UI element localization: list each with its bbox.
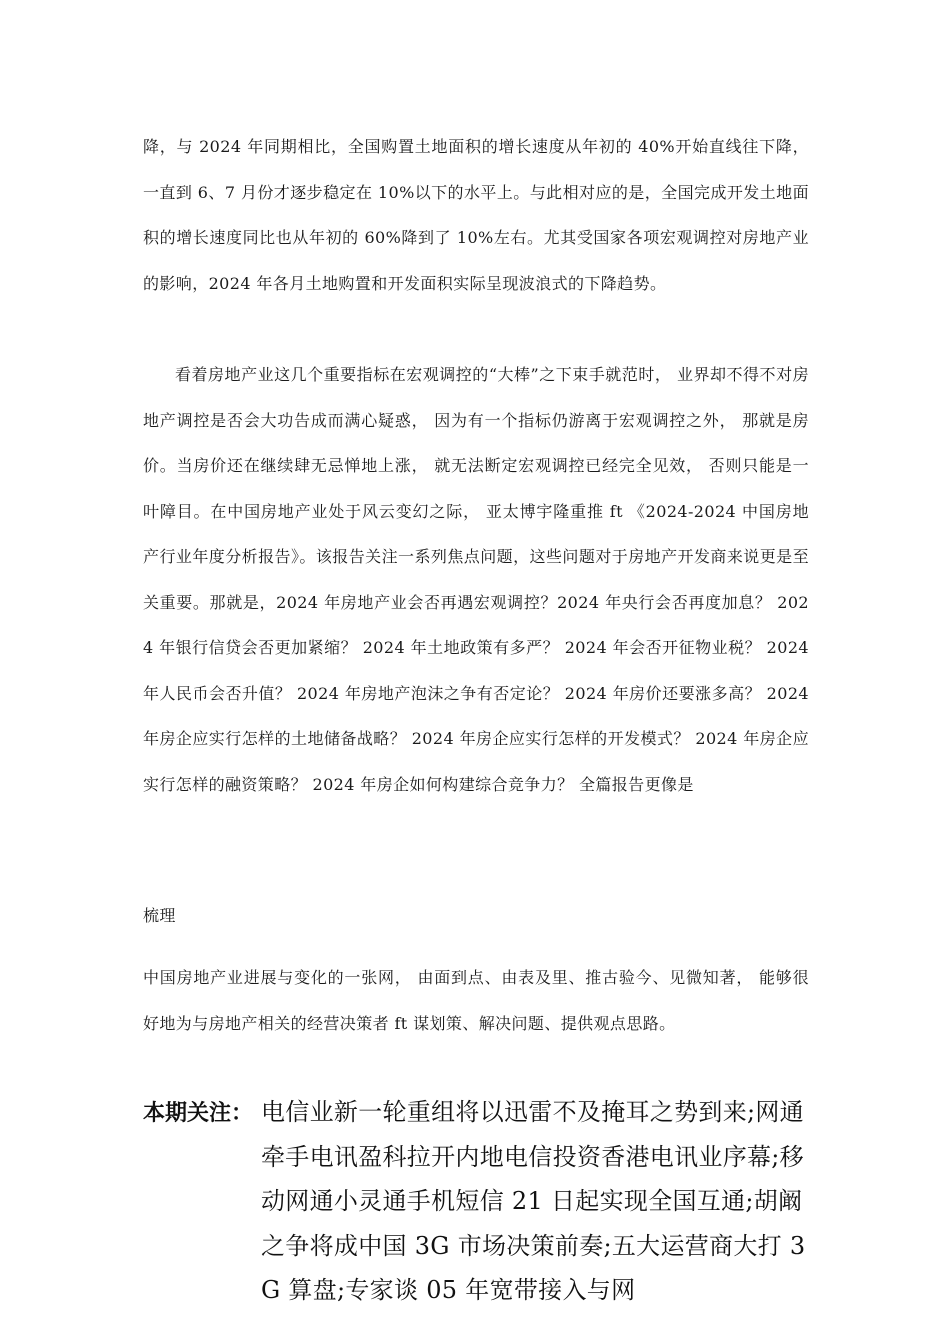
- paragraph-land-purchase: 降，与 2024 年同期相比，全国购置土地面积的增长速度从年初的 40%开始直线往下降，一直到 6、7 月份才逐步稳定在 10%以下的水平上。与此相对应的是，全国完成开发土地面积的增长速度同比也从年初的 60%降到了 10%左右。尤其受国家各项宏观调控对房地产业的影响，2024 年各月土地购置和开发面积实际呈现波浪式的下降趋势。: [143, 137, 809, 293]
- paragraph-fragment: 梳理: [143, 906, 176, 925]
- paragraph-report-summary: 中国房地产业进展与变化的一张网， 由面到点、由表及里、推古验今、见微知著， 能够很好地为与房地产相关的经营决策者 ft 谋划策、解决问题、提供观点思路。: [143, 968, 809, 1033]
- paragraph-report-intro: 看着房地产业这几个重要指标在宏观调控的“大棒”之下束手就范时， 业界却不得不对房地产调控是否会大功告成而满心疑惑， 因为有一个指标仍游离于宏观调控之外， 那就是房价。当房价还在继续肆无忌惮地上涨， 就无法断定宏观调控已经完全见效， 否则只能是一叶障目。在中国房地产业处于风云变幻之际， 亚太博宇隆重推 ft 《2024-2024 中国房地产行业年度分析报告》。该报告关注一系列焦点问题，这些问题对于房地产开发商来说更是至关重要。那就是，2024 年房地产业会否再遇宏观调控？2024 年央行会否再度加息？ 2024 年银行信贷会否更加紧缩？ 2024 年土地政策有多严？ 2024 年会否开征物业税？ 2024 年人民币会否升值？ 2024 年房地产泡沫之争有否定论？ 2024 年房价还要涨多高？ 2024 年房企应实行怎样的土地储备战略？ 2024 年房企应实行怎样的开发模式？ 2024 年房企应实行怎样的融资策略？ 2024 年房企如何构建综合竞争力？ 全篇报告更像是: [143, 365, 809, 794]
- focus-text: 电信业新一轮重组将以迅雷不及掩耳之势到来;网通牵手电讯盈科拉开内地电信投资香港电讯业序幕;移动网通小灵通手机短信 21 日起实现全国互通;胡阚之争将成中国 3G 市场决策前奏;五大运营商大打 3G 算盘;专家谈 05 年宽带接入与网: [261, 1098, 806, 1304]
- focus-label: 本期关注：: [143, 1101, 254, 1126]
- focus-section: [143, 1090, 823, 1344]
